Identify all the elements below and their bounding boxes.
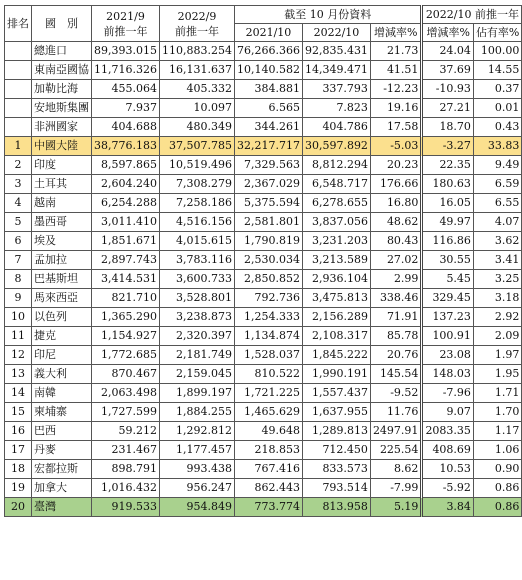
value-cell-v5: 2497.91: [370, 422, 422, 441]
value-cell-v2: 3,783.116: [159, 251, 234, 270]
value-cell-v6: 10.53: [422, 460, 474, 479]
value-cell-v1: 6,254.288: [92, 194, 160, 213]
value-cell-v7: 3.41: [473, 251, 521, 270]
value-cell-v5: 2.99: [370, 270, 422, 289]
rank-cell: 16: [5, 422, 32, 441]
value-cell-v3: 2,530.034: [234, 251, 302, 270]
value-cell-v3: 1,721.225: [234, 384, 302, 403]
value-cell-v4: 404.786: [302, 118, 370, 137]
value-cell-v7: 1.95: [473, 365, 521, 384]
value-cell-v2: 1,899.197: [159, 384, 234, 403]
rank-cell: 12: [5, 346, 32, 365]
value-cell-v5: 71.91: [370, 308, 422, 327]
g2-sub-share: 佔有率%: [473, 24, 521, 42]
value-cell-v3: 32,217.717: [234, 137, 302, 156]
value-cell-v7: 3.62: [473, 232, 521, 251]
value-cell-v6: 5.45: [422, 270, 474, 289]
rank-cell: 4: [5, 194, 32, 213]
value-cell-v5: 20.23: [370, 156, 422, 175]
value-cell-v5: -12.23: [370, 80, 422, 99]
value-cell-v2: 1,177.457: [159, 441, 234, 460]
value-cell-v5: 16.80: [370, 194, 422, 213]
country-cell: 越南: [32, 194, 92, 213]
value-cell-v5: -5.03: [370, 137, 422, 156]
value-cell-v1: 1,016.432: [92, 479, 160, 498]
country-cell: 墨西哥: [32, 213, 92, 232]
value-cell-v3: 767.416: [234, 460, 302, 479]
value-cell-v2: 2,320.397: [159, 327, 234, 346]
value-cell-v5: 17.58: [370, 118, 422, 137]
col1-header-line1: 2021/9: [106, 9, 145, 23]
value-cell-v4: 2,156.289: [302, 308, 370, 327]
country-cell: 臺灣: [32, 498, 92, 517]
value-cell-v2: 405.332: [159, 80, 234, 99]
value-cell-v5: -9.52: [370, 384, 422, 403]
value-cell-v7: 0.90: [473, 460, 521, 479]
value-cell-v1: 455.064: [92, 80, 160, 99]
group2-header: 2022/10 前推一年: [422, 6, 522, 24]
value-cell-v2: 956.247: [159, 479, 234, 498]
value-cell-v7: 0.01: [473, 99, 521, 118]
table-row: [5, 137, 522, 156]
value-cell-v3: 2,850.852: [234, 270, 302, 289]
rank-cell: 6: [5, 232, 32, 251]
value-cell-v6: 30.55: [422, 251, 474, 270]
value-cell-v4: 30,597.892: [302, 137, 370, 156]
country-cell: 孟加拉: [32, 251, 92, 270]
value-cell-v4: 1,990.191: [302, 365, 370, 384]
value-cell-v1: 7.937: [92, 99, 160, 118]
value-cell-v5: 20.76: [370, 346, 422, 365]
value-cell-v4: 1,637.955: [302, 403, 370, 422]
value-cell-v4: 14,349.471: [302, 61, 370, 80]
value-cell-v1: 1,727.599: [92, 403, 160, 422]
value-cell-v4: 92,835.431: [302, 42, 370, 61]
value-cell-v1: 8,597.865: [92, 156, 160, 175]
rank-cell: 3: [5, 175, 32, 194]
value-cell-v1: 3,414.531: [92, 270, 160, 289]
table-row: [5, 251, 522, 270]
value-cell-v2: 3,600.733: [159, 270, 234, 289]
value-cell-v2: 3,528.801: [159, 289, 234, 308]
table-row: [5, 99, 522, 118]
table-row: [5, 403, 522, 422]
col1-header-line2: 前推一年: [103, 24, 148, 38]
value-cell-v1: 38,776.183: [92, 137, 160, 156]
table-row: [5, 213, 522, 232]
table-row: [5, 365, 522, 384]
value-cell-v2: 993.438: [159, 460, 234, 479]
value-cell-v6: -10.93: [422, 80, 474, 99]
value-cell-v6: 3.84: [422, 498, 474, 517]
value-cell-v1: 2,604.240: [92, 175, 160, 194]
value-cell-v2: 1,884.255: [159, 403, 234, 422]
value-cell-v5: 41.51: [370, 61, 422, 80]
value-cell-v1: 231.467: [92, 441, 160, 460]
value-cell-v3: 1,134.874: [234, 327, 302, 346]
value-cell-v1: 89,393.015: [92, 42, 160, 61]
value-cell-v3: 344.261: [234, 118, 302, 137]
rank-cell: 19: [5, 479, 32, 498]
value-cell-v7: 1.71: [473, 384, 521, 403]
value-cell-v3: 2,581.801: [234, 213, 302, 232]
rank-cell: 7: [5, 251, 32, 270]
value-cell-v7: 1.97: [473, 346, 521, 365]
value-cell-v6: 37.69: [422, 61, 474, 80]
value-cell-v5: 8.62: [370, 460, 422, 479]
value-cell-v1: 3,011.410: [92, 213, 160, 232]
rank-cell: [5, 99, 32, 118]
value-cell-v6: 137.23: [422, 308, 474, 327]
value-cell-v6: 18.70: [422, 118, 474, 137]
value-cell-v2: 1,292.812: [159, 422, 234, 441]
value-cell-v1: 2,897.743: [92, 251, 160, 270]
value-cell-v7: 9.49: [473, 156, 521, 175]
value-cell-v1: 870.467: [92, 365, 160, 384]
value-cell-v6: 16.05: [422, 194, 474, 213]
value-cell-v3: 49.648: [234, 422, 302, 441]
value-cell-v3: 6.565: [234, 99, 302, 118]
rank-cell: 13: [5, 365, 32, 384]
table-row: [5, 232, 522, 251]
table-row: [5, 80, 522, 99]
value-cell-v1: 1,154.927: [92, 327, 160, 346]
value-cell-v2: 3,238.873: [159, 308, 234, 327]
value-cell-v5: 338.46: [370, 289, 422, 308]
value-cell-v4: 833.573: [302, 460, 370, 479]
table-row: [5, 289, 522, 308]
table-row: [5, 308, 522, 327]
country-cell: 安地斯集團: [32, 99, 92, 118]
value-cell-v7: 6.59: [473, 175, 521, 194]
country-cell: 南韓: [32, 384, 92, 403]
rank-cell: 11: [5, 327, 32, 346]
table-row: [5, 175, 522, 194]
g1-sub-change: 增減率%: [370, 24, 422, 42]
value-cell-v5: 48.62: [370, 213, 422, 232]
value-cell-v3: 810.522: [234, 365, 302, 384]
value-cell-v5: 11.76: [370, 403, 422, 422]
value-cell-v3: 1,790.819: [234, 232, 302, 251]
value-cell-v5: 85.78: [370, 327, 422, 346]
value-cell-v6: 408.69: [422, 441, 474, 460]
value-cell-v1: 11,716.326: [92, 61, 160, 80]
value-cell-v7: 0.37: [473, 80, 521, 99]
value-cell-v1: 404.688: [92, 118, 160, 137]
value-cell-v6: 116.86: [422, 232, 474, 251]
value-cell-v7: 3.18: [473, 289, 521, 308]
value-cell-v5: 27.02: [370, 251, 422, 270]
country-cell: 柬埔寨: [32, 403, 92, 422]
value-cell-v2: 2,181.749: [159, 346, 234, 365]
country-cell: 捷克: [32, 327, 92, 346]
rank-cell: 14: [5, 384, 32, 403]
value-cell-v6: 23.08: [422, 346, 474, 365]
table-row: [5, 346, 522, 365]
value-cell-v6: -3.27: [422, 137, 474, 156]
value-cell-v5: -7.99: [370, 479, 422, 498]
value-cell-v3: 7,329.563: [234, 156, 302, 175]
value-cell-v4: 337.793: [302, 80, 370, 99]
country-cell: 總進口: [32, 42, 92, 61]
value-cell-v3: 384.881: [234, 80, 302, 99]
value-cell-v3: 773.774: [234, 498, 302, 517]
g2-sub-change: 增減率%: [422, 24, 474, 42]
rank-cell: 8: [5, 270, 32, 289]
country-cell: 印尼: [32, 346, 92, 365]
value-cell-v5: 225.54: [370, 441, 422, 460]
value-cell-v6: 9.07: [422, 403, 474, 422]
table-row: [5, 422, 522, 441]
value-cell-v7: 100.00: [473, 42, 521, 61]
value-cell-v1: 919.533: [92, 498, 160, 517]
value-cell-v7: 33.83: [473, 137, 521, 156]
value-cell-v3: 218.853: [234, 441, 302, 460]
value-cell-v2: 4,015.615: [159, 232, 234, 251]
value-cell-v3: 792.736: [234, 289, 302, 308]
table-body: [5, 42, 522, 517]
value-cell-v4: 793.514: [302, 479, 370, 498]
value-cell-v4: 8,812.294: [302, 156, 370, 175]
value-cell-v7: 1.17: [473, 422, 521, 441]
value-cell-v7: 0.86: [473, 479, 521, 498]
value-cell-v3: 10,140.582: [234, 61, 302, 80]
country-cell: 印度: [32, 156, 92, 175]
value-cell-v4: 2,108.317: [302, 327, 370, 346]
value-cell-v5: 145.54: [370, 365, 422, 384]
country-cell: 東南亞國協: [32, 61, 92, 80]
value-cell-v1: 59.212: [92, 422, 160, 441]
rank-cell: 17: [5, 441, 32, 460]
country-cell: 宏都拉斯: [32, 460, 92, 479]
rank-cell: 18: [5, 460, 32, 479]
value-cell-v3: 1,254.333: [234, 308, 302, 327]
value-cell-v4: 3,231.203: [302, 232, 370, 251]
value-cell-v7: 2.09: [473, 327, 521, 346]
country-cell: 中國大陸: [32, 137, 92, 156]
table-row: [5, 460, 522, 479]
country-cell: 巴基斯坦: [32, 270, 92, 289]
value-cell-v3: 2,367.029: [234, 175, 302, 194]
value-cell-v2: 4,516.156: [159, 213, 234, 232]
col2-header: [159, 6, 234, 42]
rank-cell: [5, 61, 32, 80]
value-cell-v6: 22.35: [422, 156, 474, 175]
table-row: [5, 194, 522, 213]
rank-header: 排名: [5, 6, 32, 42]
value-cell-v6: 180.63: [422, 175, 474, 194]
value-cell-v4: 7.823: [302, 99, 370, 118]
value-cell-v5: 80.43: [370, 232, 422, 251]
value-cell-v2: 10,519.496: [159, 156, 234, 175]
value-cell-v7: 1.70: [473, 403, 521, 422]
country-cell: 以色列: [32, 308, 92, 327]
value-cell-v6: 2083.35: [422, 422, 474, 441]
value-cell-v6: -5.92: [422, 479, 474, 498]
table-row: [5, 118, 522, 137]
table-row: [5, 270, 522, 289]
value-cell-v5: 5.19: [370, 498, 422, 517]
value-cell-v3: 76,266.366: [234, 42, 302, 61]
country-cell: 丹麥: [32, 441, 92, 460]
rank-cell: [5, 118, 32, 137]
value-cell-v5: 176.66: [370, 175, 422, 194]
country-cell: 加拿大: [32, 479, 92, 498]
header-row-1: [5, 6, 522, 24]
table-row: [5, 61, 522, 80]
value-cell-v2: 10.097: [159, 99, 234, 118]
value-cell-v4: 2,936.104: [302, 270, 370, 289]
value-cell-v6: 329.45: [422, 289, 474, 308]
rank-cell: 20: [5, 498, 32, 517]
rank-cell: 5: [5, 213, 32, 232]
value-cell-v6: 27.21: [422, 99, 474, 118]
value-cell-v6: 100.91: [422, 327, 474, 346]
value-cell-v4: 3,837.056: [302, 213, 370, 232]
table-row: [5, 498, 522, 517]
value-cell-v3: 1,528.037: [234, 346, 302, 365]
rank-cell: [5, 80, 32, 99]
value-cell-v1: 1,851.671: [92, 232, 160, 251]
value-cell-v3: 862.443: [234, 479, 302, 498]
table-row: [5, 479, 522, 498]
g1-sub-2022: 2022/10: [302, 24, 370, 42]
value-cell-v6: 24.04: [422, 42, 474, 61]
value-cell-v7: 4.07: [473, 213, 521, 232]
rank-cell: 10: [5, 308, 32, 327]
value-cell-v2: 2,159.045: [159, 365, 234, 384]
value-cell-v7: 0.43: [473, 118, 521, 137]
country-cell: 馬來西亞: [32, 289, 92, 308]
value-cell-v2: 7,258.186: [159, 194, 234, 213]
value-cell-v4: 813.958: [302, 498, 370, 517]
value-cell-v4: 712.450: [302, 441, 370, 460]
table-row: [5, 156, 522, 175]
value-cell-v2: 954.849: [159, 498, 234, 517]
value-cell-v5: 19.16: [370, 99, 422, 118]
value-cell-v2: 16,131.637: [159, 61, 234, 80]
country-cell: 非洲國家: [32, 118, 92, 137]
country-cell: 土耳其: [32, 175, 92, 194]
value-cell-v3: 1,465.629: [234, 403, 302, 422]
country-cell: 義大利: [32, 365, 92, 384]
g1-sub-2021: 2021/10: [234, 24, 302, 42]
rank-cell: 1: [5, 137, 32, 156]
value-cell-v4: 1,845.222: [302, 346, 370, 365]
value-cell-v6: -7.96: [422, 384, 474, 403]
value-cell-v7: 14.55: [473, 61, 521, 80]
value-cell-v4: 1,289.813: [302, 422, 370, 441]
value-cell-v4: 3,213.589: [302, 251, 370, 270]
value-cell-v3: 5,375.594: [234, 194, 302, 213]
value-cell-v7: 2.92: [473, 308, 521, 327]
country-cell: 埃及: [32, 232, 92, 251]
value-cell-v4: 1,557.437: [302, 384, 370, 403]
import-statistics-table: [4, 5, 522, 517]
value-cell-v1: 2,063.498: [92, 384, 160, 403]
value-cell-v1: 1,365.290: [92, 308, 160, 327]
value-cell-v4: 3,475.813: [302, 289, 370, 308]
rank-cell: 15: [5, 403, 32, 422]
value-cell-v1: 1,772.685: [92, 346, 160, 365]
col1-header: [92, 6, 160, 42]
table-row: [5, 42, 522, 61]
col2-header-line1: 2022/9: [177, 9, 217, 23]
value-cell-v4: 6,548.717: [302, 175, 370, 194]
country-header: 國 別: [32, 6, 92, 42]
country-cell: 加勒比海: [32, 80, 92, 99]
col2-header-line2: 前推一年: [174, 24, 219, 38]
value-cell-v7: 3.25: [473, 270, 521, 289]
table-row: [5, 441, 522, 460]
table-row: [5, 327, 522, 346]
value-cell-v2: 480.349: [159, 118, 234, 137]
rank-cell: 9: [5, 289, 32, 308]
value-cell-v6: 49.97: [422, 213, 474, 232]
value-cell-v2: 37,507.785: [159, 137, 234, 156]
value-cell-v6: 148.03: [422, 365, 474, 384]
country-cell: 巴西: [32, 422, 92, 441]
rank-cell: 2: [5, 156, 32, 175]
value-cell-v7: 1.06: [473, 441, 521, 460]
value-cell-v1: 898.791: [92, 460, 160, 479]
value-cell-v5: 21.73: [370, 42, 422, 61]
value-cell-v7: 6.55: [473, 194, 521, 213]
value-cell-v7: 0.86: [473, 498, 521, 517]
value-cell-v1: 821.710: [92, 289, 160, 308]
value-cell-v2: 7,308.279: [159, 175, 234, 194]
value-cell-v2: 110,883.254: [159, 42, 234, 61]
group1-header: 截至 10 月份資料: [234, 6, 421, 24]
value-cell-v4: 6,278.655: [302, 194, 370, 213]
rank-cell: [5, 42, 32, 61]
table-row: [5, 384, 522, 403]
